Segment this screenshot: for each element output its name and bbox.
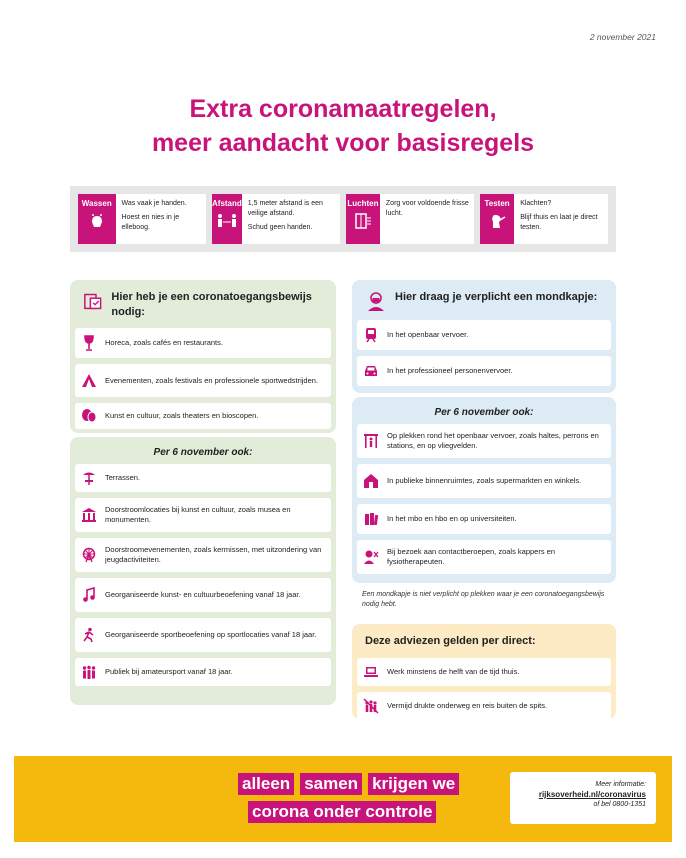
advice-panel	[352, 624, 616, 719]
basic-text	[520, 194, 608, 244]
page-title	[0, 92, 686, 160]
list-item-text: Evenementen, zoals festivals en professionele sportwedstrijden.	[105, 375, 319, 385]
title-line-2: meer aandacht voor basisregels	[151, 129, 535, 157]
no-crowds-icon	[363, 698, 379, 714]
list-item	[357, 320, 611, 350]
basic-rule-luchten	[346, 194, 474, 244]
mask-note: Een mondkapje is niet verplicht op plekken waar je een coronatoegangsbewijs nodig hebt.	[362, 591, 605, 608]
list-item	[75, 658, 331, 686]
basic-line: Blijf thuis en laat je direct testen.	[520, 214, 598, 231]
info-link[interactable]: rijksoverheid.nl/coronavirus	[538, 790, 646, 799]
slogan-word: samen	[300, 773, 362, 795]
basic-line: Schud geen handen.	[247, 224, 313, 231]
list-item-text: Bij bezoek aan contactberoepen, zoals kappers en fysiotherapeuten.	[387, 547, 556, 566]
list-item-text: Georganiseerde kunst- en cultuurbeoefening vanaf 18 jaar.	[105, 590, 301, 599]
list-item	[75, 403, 331, 429]
list-item	[357, 540, 611, 574]
list-item-text: Terrassen.	[105, 473, 141, 482]
mask-panel	[352, 280, 616, 393]
info-phone: of bel 0800-1351	[593, 801, 646, 808]
museum-icon	[81, 507, 97, 523]
basic-rule-testen	[480, 194, 608, 244]
list-item-text: Doorstroomlocaties bij kunst en cultuur, zoals musea en monumenten.	[105, 505, 291, 524]
list-item	[357, 424, 611, 458]
pass-heading-text: Hier heb je een coronatoegangsbewijs nodig:	[111, 291, 312, 318]
mask-extra-panel	[352, 397, 616, 583]
list-item-text: Kunst en cultuur, zoals theaters en bioscopen.	[105, 411, 259, 420]
basic-line: 1,5 meter afstand is een veilige afstand.	[247, 200, 323, 217]
list-item-text: Horeca, zoals cafés en restaurants.	[105, 338, 223, 347]
list-item-text: Werk minstens de helft van de tijd thuis.	[387, 667, 520, 676]
wine-glass-icon	[81, 335, 97, 351]
list-item-text: In publieke binnenruimtes, zoals supermarkten en winkels.	[387, 476, 582, 485]
basic-rule-afstand	[212, 194, 340, 244]
list-item	[357, 504, 611, 534]
laptop-icon	[363, 664, 379, 680]
badge-luchten	[346, 194, 380, 244]
list-item-text: In het professioneel personenvervoer.	[387, 366, 513, 375]
taxi-icon	[363, 363, 379, 379]
slogan-word: krijgen we	[368, 773, 459, 795]
slogan-line-2	[248, 801, 459, 823]
terrace-icon	[81, 470, 97, 486]
basic-rules	[70, 186, 616, 252]
basic-text	[122, 194, 206, 244]
tent-icon	[81, 373, 97, 389]
info-box	[510, 772, 656, 824]
window-icon	[354, 212, 372, 230]
face-mask-icon	[365, 290, 387, 312]
basic-text	[386, 194, 474, 244]
badge-label: Luchten	[347, 199, 379, 208]
slogan-line-1	[238, 773, 459, 795]
pass-extra-panel	[70, 437, 336, 705]
slogan-word: corona onder controle	[248, 801, 436, 823]
basic-line: Zorg voor voldoende frisse lucht.	[385, 200, 469, 217]
list-item-text: Op plekken rond het openbaar vervoer, zoals haltes, perrons en stations, en op vliegvelden.	[387, 431, 599, 450]
sport-runner-icon	[81, 627, 97, 643]
basic-rule-wassen	[78, 194, 206, 244]
books-icon	[363, 511, 379, 527]
audience-icon	[81, 664, 97, 680]
hands-wash-icon	[88, 212, 106, 230]
badge-label: Wassen	[81, 199, 112, 208]
pass-heading	[83, 290, 331, 320]
pass-subheading: Per 6 november ook:	[153, 447, 253, 458]
bus-stop-icon	[363, 433, 379, 449]
title-line-1: Extra coronamaatregelen,	[189, 95, 497, 123]
list-item-text: Vermijd drukte onderweg en reis buiten de spits.	[387, 701, 548, 710]
badge-testen	[480, 194, 514, 244]
list-item	[75, 578, 331, 612]
basic-text	[248, 194, 340, 244]
list-item-text: Publiek bij amateursport vanaf 18 jaar.	[105, 667, 233, 676]
list-item	[75, 364, 331, 397]
badge-wassen	[78, 194, 116, 244]
pass-panel	[70, 280, 336, 433]
mask-heading	[365, 290, 611, 312]
list-item	[75, 328, 331, 358]
basic-line: Klachten?	[520, 200, 552, 207]
basic-line: Hoest en nies in je elleboog.	[121, 214, 180, 231]
test-icon	[488, 212, 506, 230]
list-item-text: Georganiseerde sportbeoefening op sportlocaties vanaf 18 jaar.	[105, 630, 317, 639]
list-item	[75, 618, 331, 652]
ferris-wheel-icon	[81, 547, 97, 563]
list-item	[357, 658, 611, 686]
list-item	[75, 498, 331, 532]
mask-subheading: Per 6 november ook:	[434, 407, 534, 418]
advice-heading	[365, 634, 611, 649]
footer-banner	[14, 756, 672, 842]
list-item-text: In het openbaar vervoer.	[387, 330, 469, 339]
pass-document-icon	[83, 290, 103, 312]
list-item	[357, 692, 611, 720]
advice-heading-text: Deze adviezen gelden per direct:	[365, 635, 536, 647]
badge-afstand	[212, 194, 242, 244]
mask-heading-text: Hier draag je verplicht een mondkapje:	[395, 291, 598, 303]
list-item	[357, 356, 611, 386]
badge-label: Afstand	[212, 199, 242, 208]
badge-label: Testen	[484, 199, 510, 208]
info-label: Meer informatie:	[595, 781, 646, 788]
hairdresser-icon	[363, 549, 379, 565]
list-item-text: Doorstroomevenementen, zoals kermissen, met uitzondering van jeugdactiviteiten.	[105, 545, 322, 564]
slogan	[238, 773, 459, 829]
train-icon	[363, 327, 379, 343]
music-note-icon	[81, 587, 97, 603]
basic-line: Was vaak je handen.	[121, 200, 187, 207]
list-item	[75, 464, 331, 492]
list-item	[357, 464, 611, 498]
list-item	[75, 538, 331, 572]
theater-masks-icon	[81, 408, 97, 424]
distance-icon	[216, 212, 238, 230]
shop-icon	[363, 473, 379, 489]
list-item-text: In het mbo en hbo en op universiteiten.	[387, 514, 517, 523]
slogan-word: alleen	[238, 773, 294, 795]
date: 2 november 2021	[589, 32, 656, 42]
